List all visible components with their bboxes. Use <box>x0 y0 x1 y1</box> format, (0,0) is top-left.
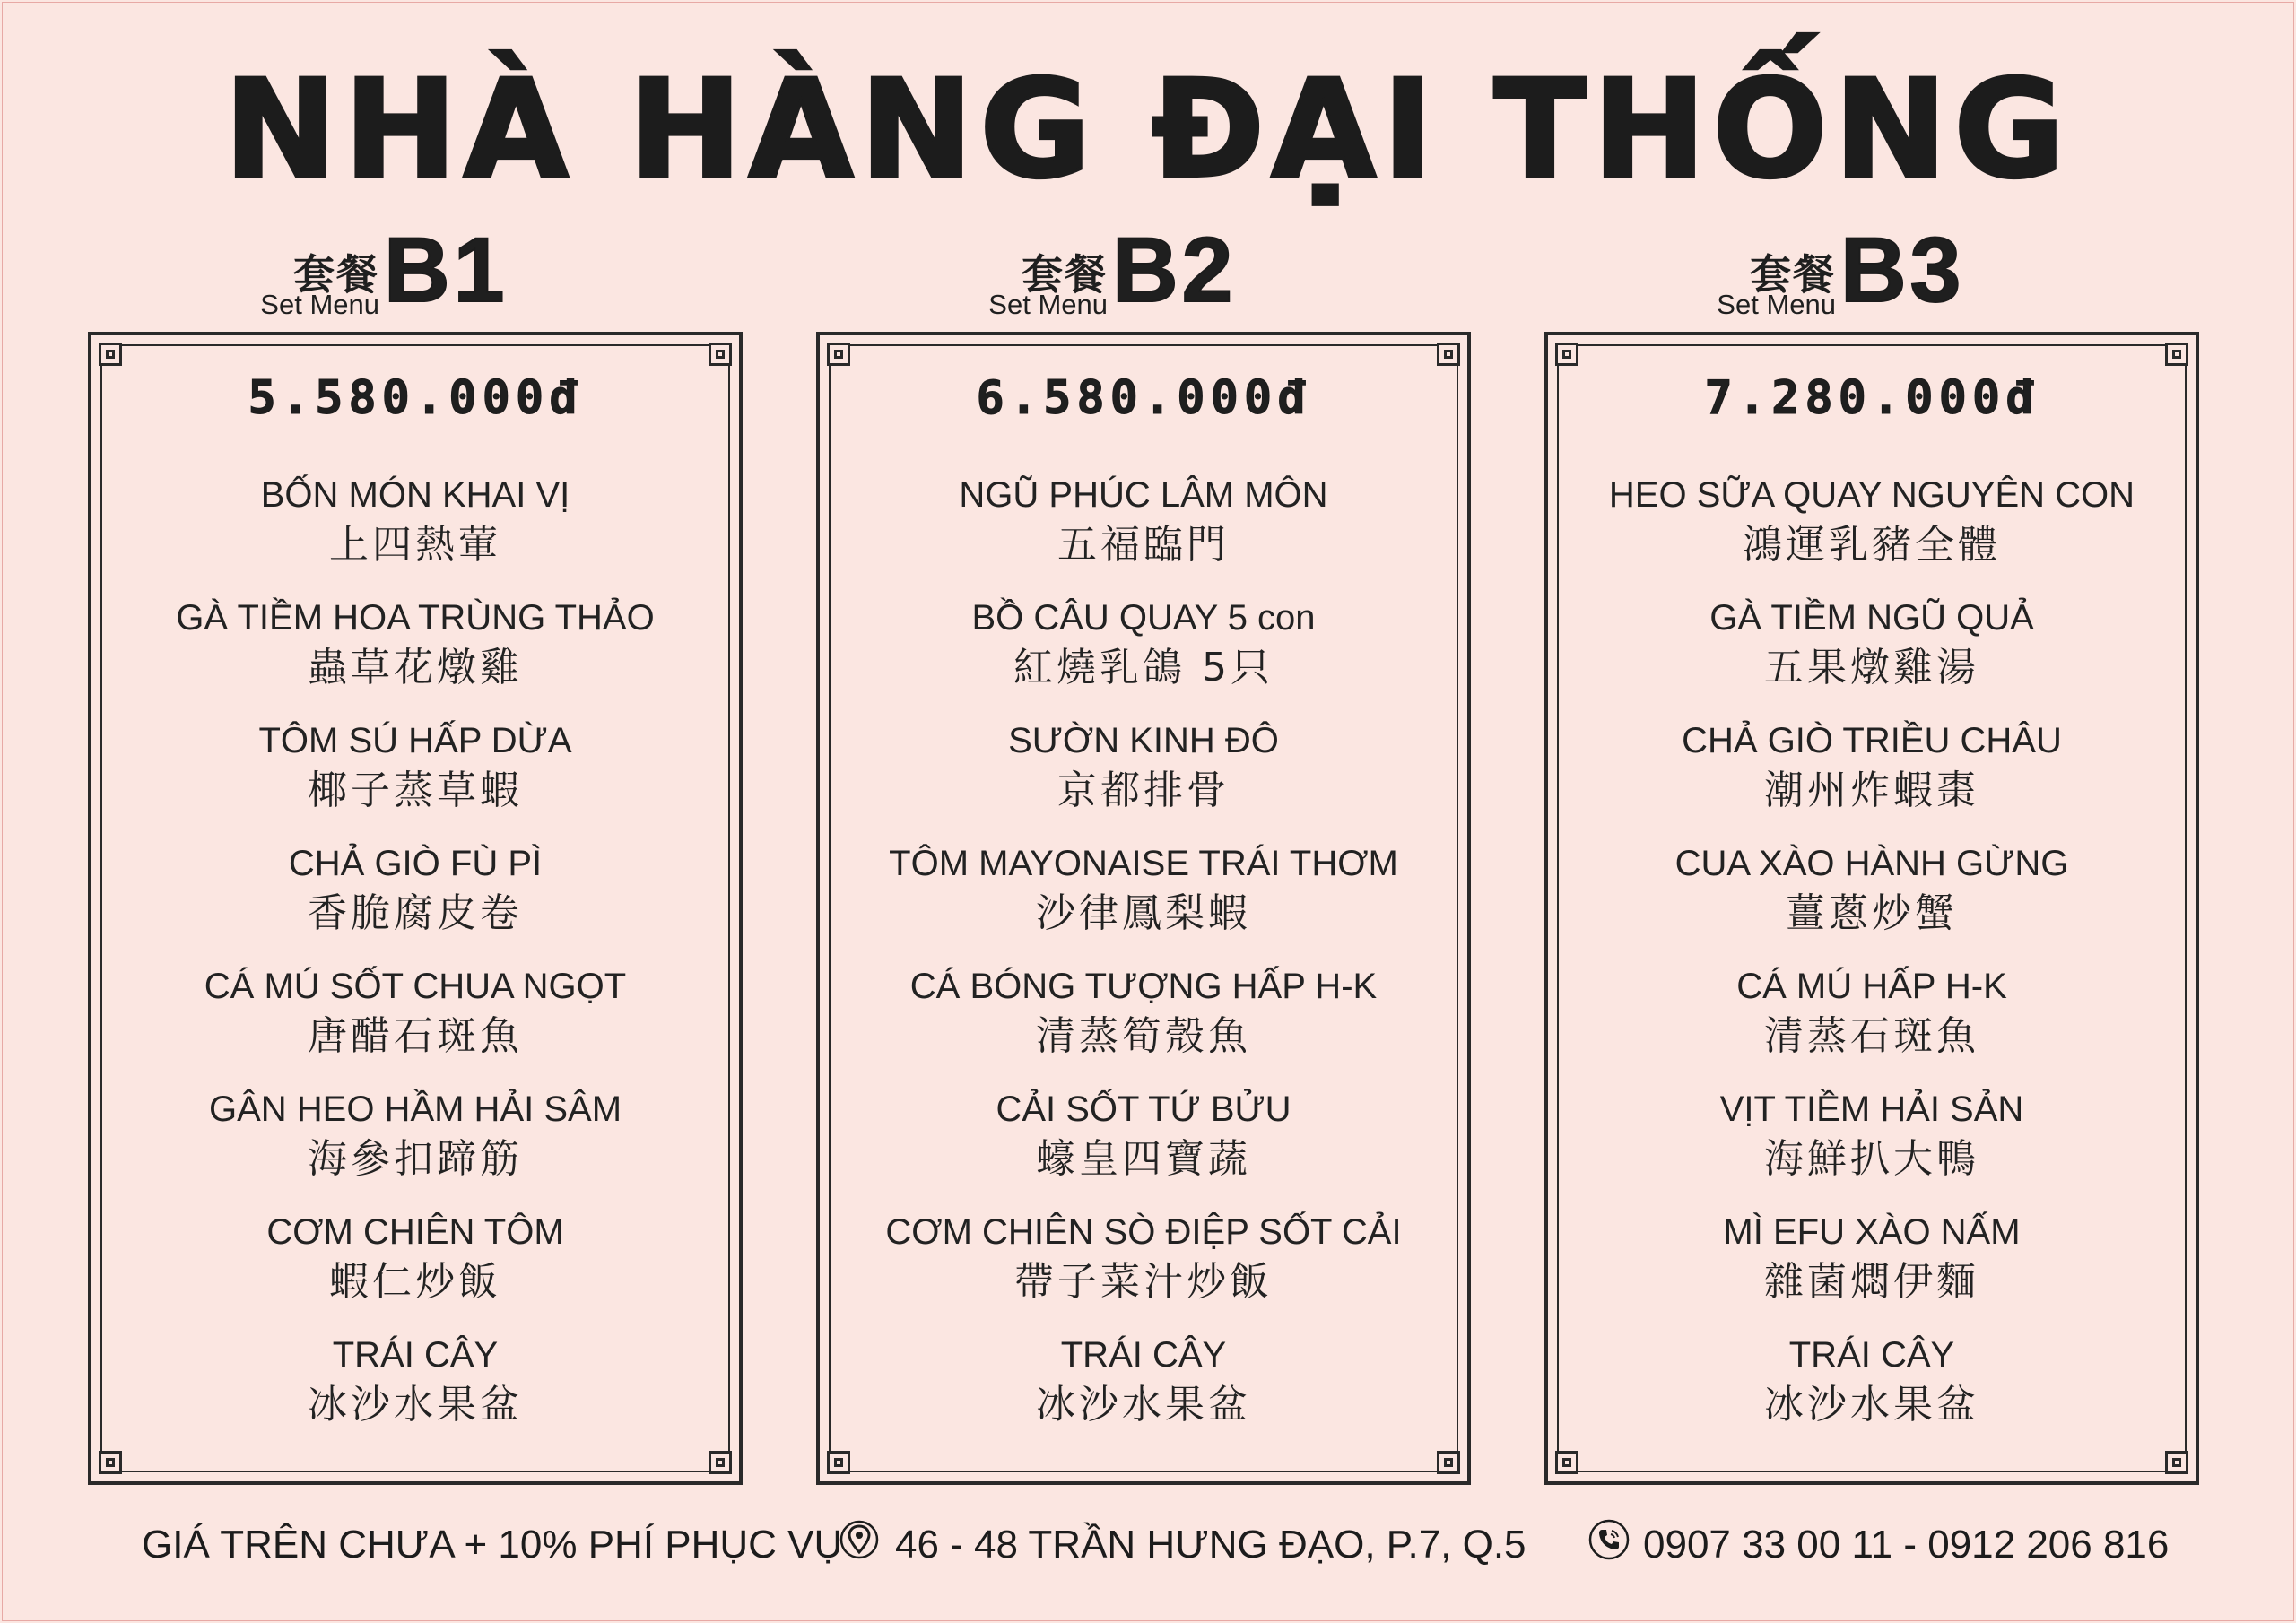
dish-name-vi: GÀ TIỀM NGŨ QUẢ <box>1709 598 2034 638</box>
dish-name-vi: BỐN MÓN KHAI VỊ <box>260 475 570 515</box>
menu-items <box>820 470 1467 1453</box>
dish-name-zh: 香脆腐皮卷 <box>308 890 523 936</box>
dish-name-zh: 上四熱葷 <box>329 522 501 568</box>
footer <box>0 1515 2296 1578</box>
menu-b1 <box>88 219 743 1428</box>
frame-corner-ornament <box>99 1451 122 1474</box>
dish-name-vi: CUA XÀO HÀNH GỪNG <box>1674 844 2069 883</box>
dish-name-zh: 紅燒乳鴿 5只 <box>1013 645 1274 690</box>
menu-item <box>91 716 739 838</box>
dish-name-vi: GÀ TIỀM HOA TRÙNG THẢO <box>176 598 655 638</box>
frame-corner-ornament <box>99 343 122 366</box>
menu-price: 5.580.000đ <box>248 371 583 425</box>
frame-corner-ornament <box>1437 1451 1460 1474</box>
restaurant-title: NHÀ HÀNG ĐẠI THỐNG <box>224 52 2072 208</box>
menu-item <box>820 593 1467 716</box>
dish-name-vi: TRÁI CÂY <box>1060 1335 1227 1375</box>
dish-name-vi: NGŨ PHÚC LÂM MÔN <box>959 475 1328 515</box>
set-menu-en-label: Set Menu <box>1717 289 1836 320</box>
dish-name-vi: TÔM SÚ HẤP DỪA <box>258 721 572 760</box>
location-pin-icon <box>839 1515 880 1564</box>
menu-item <box>91 1084 739 1207</box>
dish-name-zh: 京都排骨 <box>1057 768 1230 813</box>
dish-name-vi: TÔM MAYONAISE TRÁI THƠM <box>889 844 1398 883</box>
frame-corner-ornament <box>709 343 732 366</box>
set-menu-zh-label: 套餐 <box>1750 250 1836 299</box>
dish-name-vi: TRÁI CÂY <box>1788 1335 1955 1375</box>
menu-item <box>820 1207 1467 1330</box>
menu-item <box>820 961 1467 1084</box>
menu-price: 7.280.000đ <box>1704 371 2039 425</box>
menu-item <box>1548 1207 2196 1330</box>
menu-header <box>1544 219 2199 323</box>
menu-item <box>1548 1084 2196 1207</box>
frame-corner-ornament <box>2165 343 2188 366</box>
menu-price: 6.580.000đ <box>976 371 1311 425</box>
menu-item <box>1548 1330 2196 1453</box>
menu-item <box>1548 470 2196 593</box>
dish-name-zh: 薑蔥炒蟹 <box>1786 890 1958 936</box>
menu-b2 <box>816 219 1471 1428</box>
menu-item <box>1548 716 2196 838</box>
menu-frame <box>1544 332 2199 1485</box>
dish-name-vi: SƯỜN KINH ĐÔ <box>1008 721 1279 760</box>
frame-corner-ornament <box>709 1451 732 1474</box>
frame-corner-ornament <box>1437 343 1460 366</box>
frame-corner-ornament <box>1555 1451 1578 1474</box>
menu-item <box>91 1330 739 1453</box>
menu-items <box>1548 470 2196 1453</box>
phone-icon <box>1587 1518 1631 1561</box>
menu-b3 <box>1544 219 2199 1428</box>
dish-name-vi: HEO SỮA QUAY NGUYÊN CON <box>1608 475 2135 515</box>
menu-item <box>91 470 739 593</box>
dish-name-vi: GÂN HEO HẦM HẢI SÂM <box>208 1089 622 1129</box>
phone-numbers: 0907 33 00 11 - 0912 206 816 <box>1643 1523 2170 1567</box>
dish-name-zh: 雜菌燜伊麵 <box>1764 1259 1979 1305</box>
service-fee-note: GIÁ TRÊN CHƯA + 10% PHÍ PHỤC VỤ <box>142 1523 843 1567</box>
menu-item <box>91 1207 739 1330</box>
menu-item <box>1548 838 2196 961</box>
menu-item <box>820 470 1467 593</box>
dish-name-zh: 蝦仁炒飯 <box>329 1259 501 1305</box>
dish-name-zh: 清蒸石斑魚 <box>1764 1013 1979 1059</box>
dish-name-zh: 冰沙水果盆 <box>1036 1382 1251 1428</box>
dish-name-vi: BỒ CÂU QUAY 5 con <box>971 598 1316 638</box>
dish-name-zh: 沙律鳳梨蝦 <box>1036 890 1251 936</box>
frame-corner-ornament <box>1555 343 1578 366</box>
menu-item <box>91 961 739 1084</box>
dish-name-zh: 清蒸筍殼魚 <box>1036 1013 1251 1059</box>
menu-frame <box>88 332 743 1485</box>
dish-name-zh: 五福臨門 <box>1057 522 1230 568</box>
set-menu-en-label: Set Menu <box>260 289 379 320</box>
dish-name-zh: 海參扣蹄筋 <box>308 1136 523 1182</box>
dish-name-vi: MÌ EFU XÀO NẤM <box>1723 1212 2021 1252</box>
menu-item <box>820 1330 1467 1453</box>
menu-item <box>1548 961 2196 1084</box>
dish-name-vi: CÁ MÚ HẤP H-K <box>1736 967 2007 1006</box>
dish-name-vi: CÁ MÚ SỐT CHUA NGỌT <box>204 967 627 1006</box>
dish-name-zh: 蟲草花燉雞 <box>308 645 523 690</box>
dish-name-vi: CẢI SỐT TỨ BỬU <box>996 1089 1292 1129</box>
frame-corner-ornament <box>2165 1451 2188 1474</box>
menu-item <box>820 1084 1467 1207</box>
dish-name-zh: 帶子菜汁炒飯 <box>1014 1259 1273 1305</box>
dish-name-vi: TRÁI CÂY <box>332 1335 499 1375</box>
menu-item <box>1548 593 2196 716</box>
frame-corner-ornament <box>827 1451 850 1474</box>
dish-name-vi: CHẢ GIÒ FÙ PÌ <box>288 844 543 883</box>
dish-name-zh: 海鮮扒大鴨 <box>1764 1136 1979 1182</box>
menu-item <box>91 593 739 716</box>
dish-name-vi: CHẢ GIÒ TRIỀU CHÂU <box>1682 721 2062 760</box>
dish-name-zh: 潮州炸蝦棗 <box>1764 768 1979 813</box>
set-menu-en-label: Set Menu <box>988 289 1108 320</box>
dish-name-zh: 唐醋石斑魚 <box>308 1013 523 1059</box>
address-text: 46 - 48 TRẦN HƯNG ĐẠO, P.7, Q.5 <box>895 1523 1526 1567</box>
dish-name-vi: CƠM CHIÊN TÔM <box>266 1212 564 1252</box>
dish-name-vi: CƠM CHIÊN SÒ ĐIỆP SỐT CẢI <box>885 1212 1402 1252</box>
menu-code: B3 <box>1840 219 1965 321</box>
menu-code: B1 <box>384 219 509 321</box>
menu-header <box>816 219 1471 323</box>
dish-name-vi: VỊT TIỀM HẢI SẢN <box>1719 1089 2024 1129</box>
dish-name-zh: 冰沙水果盆 <box>308 1382 523 1428</box>
menu-item <box>820 716 1467 838</box>
dish-name-zh: 冰沙水果盆 <box>1764 1382 1979 1428</box>
set-menu-zh-label: 套餐 <box>293 250 379 299</box>
menu-item <box>820 838 1467 961</box>
dish-name-zh: 蠔皇四寶蔬 <box>1036 1136 1251 1182</box>
menu-items <box>91 470 739 1453</box>
set-menu-zh-label: 套餐 <box>1022 250 1108 299</box>
menu-frame <box>816 332 1471 1485</box>
menu-code: B2 <box>1112 219 1237 321</box>
frame-corner-ornament <box>827 343 850 366</box>
dish-name-zh: 五果燉雞湯 <box>1764 645 1979 690</box>
dish-name-vi: CÁ BÓNG TƯỢNG HẤP H-K <box>909 967 1378 1006</box>
dish-name-zh: 鴻運乳豬全體 <box>1743 522 2001 568</box>
dish-name-zh: 椰子蒸草蝦 <box>308 768 523 813</box>
menu-header <box>88 219 743 323</box>
menu-item <box>91 838 739 961</box>
